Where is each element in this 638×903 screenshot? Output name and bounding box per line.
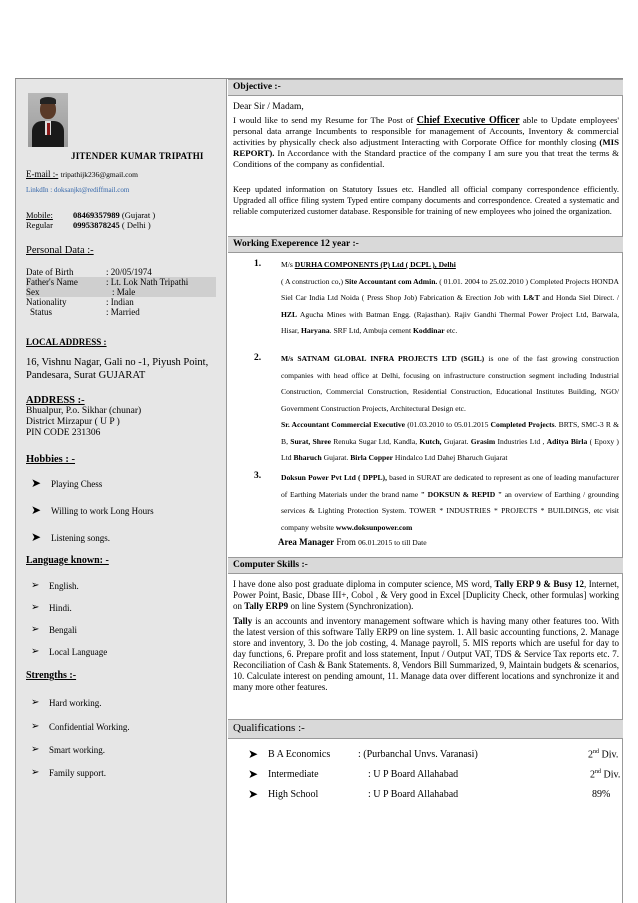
objective-heading: Objective :- xyxy=(228,79,623,96)
address-line: District Mirzapur ( U P ) xyxy=(26,417,120,427)
main-content xyxy=(228,79,623,903)
language-item: ➢ Bengali xyxy=(31,624,77,635)
objective-paragraph: I would like to send my Resume for The Post of Chief Executive Officer able to Update employees' personal data arrange Incumbents to responsible for management of Accounts, Inventory & commercial activities by physically check also adjustment Interacting with Corporate Office for monthly closing (MIS REPORT). In Accordance with the Standard practice of the company I am sure you that treat the terms & Conditions of the company as confidential. xyxy=(233,115,619,169)
greeting: Dear Sir / Madam, xyxy=(233,102,304,112)
job-entry: M/s SATNAM GLOBAL INFRA PROJECTS LTD (SGIL) is one of the fast growing construction companies with head office at Delhi, focusing on infrastructure construction segment including Industrial Construction, Commercial Construction, Residential Construction, Educational Institutes Building, NGO/ Government Construction Projects, Architectural Design etc. Sr. Accountant Commercial Executive (01.03.2010 to 05.01.2015 Completed Projects. BRTS, SMC-3 R & B, Surat, Shree Renuka Sugar Ltd, Kandla, Kutch, Gujarat. Grasim Industries Ltd , Aditya Birla ( Epoxy ) Ltd Bharuch Gujarat. Birla Copper Hindalco Ltd Dahej Bharuch Gujarat xyxy=(281,354,620,462)
regular-line xyxy=(26,220,151,230)
address-line: Bhualpur, P.o. Sikhar (chunar) xyxy=(26,406,142,416)
arrow-bullet-icon: ➢ xyxy=(31,697,40,708)
personal-row: Status : Married xyxy=(30,307,140,317)
language-heading: Language known: - xyxy=(26,555,109,566)
job-number: 3. xyxy=(254,471,262,481)
personal-row: Nationality : Indian xyxy=(26,297,134,307)
experience-heading: Working Exeperence 12 year :- xyxy=(228,236,623,253)
mobile-label: Mobile: xyxy=(26,210,53,220)
language-item: ➢ Hindi. xyxy=(31,602,72,613)
hobby-item: ➤ Listening songs. xyxy=(31,530,111,544)
email-line xyxy=(26,169,138,179)
address-heading: ADDRESS :- xyxy=(26,395,85,406)
hobbies-heading: Hobbies : - xyxy=(26,454,76,465)
qualification-row: ➤ Intermediate : U P Board Allahabad 2nd Div. xyxy=(248,767,621,781)
arrow-bullet-icon: ➢ xyxy=(31,744,40,755)
hobby-item: ➤ Playing Chess xyxy=(31,476,103,490)
strengths-heading: Strengths :- xyxy=(26,670,77,681)
language-item: ➢ Local Language xyxy=(31,646,108,657)
job-entry: M/s DURHA COMPONENTS (P) Ltd ( DCPL ), Delhi ( A construction co,) Site Accountant com Admin. ( 01.01. 2004 to 25.02.2010 ) Completed Projects HONDA Siel Car India Ltd Noida ( Press Shop Job) Fabrication & Erection Job with L&T and Honda Siel Direct. / HZL Agucha Mines with Batman Engg. (Rajasthan). Rajiv Gandhi Thermal Power Project Ltd, Barwala, Hisar, Haryana. SRF Ltd, Ambuja cement Koddinar etc. xyxy=(281,260,620,335)
local-address xyxy=(26,356,226,382)
area-manager-title: Area Manager xyxy=(278,537,335,547)
computer-skills-heading: Computer Skills :- xyxy=(228,557,623,574)
language-item: ➢ English. xyxy=(31,580,79,591)
resume-page xyxy=(15,78,623,903)
qualifications-heading: Qualifications :- xyxy=(228,719,623,739)
arrow-bullet-icon: ➢ xyxy=(31,580,40,591)
permanent-address xyxy=(26,406,141,439)
strength-item: ➢ Confidential Working. xyxy=(31,721,130,732)
personal-row: Father's Name : Lt. Lok Nath Tripathi xyxy=(26,277,216,287)
candidate-name: JITENDER KUMAR TRIPATHI xyxy=(71,151,204,161)
mobile-number: 08469357989 xyxy=(73,210,120,220)
linkedin-link[interactable]: LinkdIn : doksanjkt@rediffmail.com xyxy=(26,186,130,194)
local-address-heading: LOCAL ADDRESS : xyxy=(26,337,107,347)
profile-photo xyxy=(28,93,68,147)
personal-row: Date of Birth : 20/05/1974 xyxy=(26,267,152,277)
arrow-bullet-icon: ➤ xyxy=(248,747,259,761)
qualification-row: ➤ High School : U P Board Allahabad 89% xyxy=(248,787,611,801)
job-entry: Doksun Power Pvt Ltd ( DPPL), based in SURAT are dedicated to represent as one of leading manufacturer of Earthing Materials under the brand name " DOKSUN & REPID " an overview of Earthing / grounding services & Lighting Protection System. TOWER * INDUSTRIES * PROJECTS * BUILDINGS, etc visit company website www.doksunpower.com xyxy=(281,473,619,532)
arrow-bullet-icon: ➢ xyxy=(31,721,40,732)
qualification-row: ➤ B A Economics : (Purbanchal Unvs. Varanasi) 2nd Div. xyxy=(248,747,619,761)
personal-table xyxy=(26,267,216,317)
arrow-bullet-icon: ➢ xyxy=(31,602,40,613)
arrow-bullet-icon: ➤ xyxy=(31,476,42,490)
personal-row: Sex : Male xyxy=(26,287,216,297)
strength-item: ➢ Family support. xyxy=(31,767,107,778)
target-post: Chief Executive Officer xyxy=(416,115,520,126)
mobile-line xyxy=(26,210,156,220)
arrow-bullet-icon: ➢ xyxy=(31,646,40,657)
objective-paragraph-2: Keep updated information on Statutory Issues etc. Handled all official company correspondence efficiently. Upgraded all office filing system Typed entire company documents and correspondence. Created a systematic and reliable computerized customer database. Responsible for training of new employees who joined the organization. xyxy=(233,185,619,216)
email-link[interactable]: tripathijk236@gmail.com xyxy=(60,170,139,179)
strength-item: ➢ Hard working. xyxy=(31,697,102,708)
job-number: 2. xyxy=(254,353,262,363)
local-address-line: 16, Vishnu Nagar, Gali no -1, Piyush Point, xyxy=(26,357,209,368)
local-address-line: Pandesara, Surat GUJARAT xyxy=(26,370,146,381)
arrow-bullet-icon: ➢ xyxy=(31,624,40,635)
regular-number: 09953878245 xyxy=(73,220,120,230)
arrow-bullet-icon: ➤ xyxy=(248,767,259,781)
strength-item: ➢ Smart working. xyxy=(31,744,105,755)
arrow-bullet-icon: ➤ xyxy=(31,503,42,517)
regular-note: ( Delhi ) xyxy=(121,220,151,230)
tally-paragraph: Tally is an accounts and inventory management software which is having many other features too. With the latest version of this software Tally ERP9 on line system. 1. All basic accounting functions, 2. Manage store and inventory, 3. Do the job costing, 4. Manage payroll, 5. MIS reports which are useful for day to day functions, 6. Prepare profit and loss statement, Input / Output VAT, TDS & Service Tax reports etc. 7. Reconciliation of Cash & Bank Statements. 8, Vendors Bill Summarized, 9, Maintain budgets & scenarios, 10. Calculate interest on pending amount, 11. Manage data over different locations and synchronize it and many more other features. xyxy=(233,616,619,692)
arrow-bullet-icon: ➤ xyxy=(248,787,259,801)
address-line: PIN CODE 231306 xyxy=(26,428,101,438)
regular-label: Regular xyxy=(26,220,53,230)
personal-heading: Personal Data :- xyxy=(26,245,94,256)
arrow-bullet-icon: ➢ xyxy=(31,767,40,778)
computer-skills-paragraph: I have done also post graduate diploma in computer science, MS word, Tally ERP 9 & Busy 12, Internet, Power Point, Basic, Dbase III+, Cobol , & Very good in Excel [Duplicity Check, other formulas] working on Tally ERP9 on line System (Synchronization). xyxy=(233,579,620,611)
hobby-item: ➤ Willing to work Long Hours xyxy=(31,503,154,517)
job-number: 1. xyxy=(254,259,262,269)
left-sidebar xyxy=(15,79,227,903)
area-manager-line: Area Manager From 06.01.2015 to till Date xyxy=(278,537,427,547)
mobile-note: (Gujarat ) xyxy=(121,210,156,220)
arrow-bullet-icon: ➤ xyxy=(31,530,42,544)
email-label: E-mail :- xyxy=(26,169,59,179)
